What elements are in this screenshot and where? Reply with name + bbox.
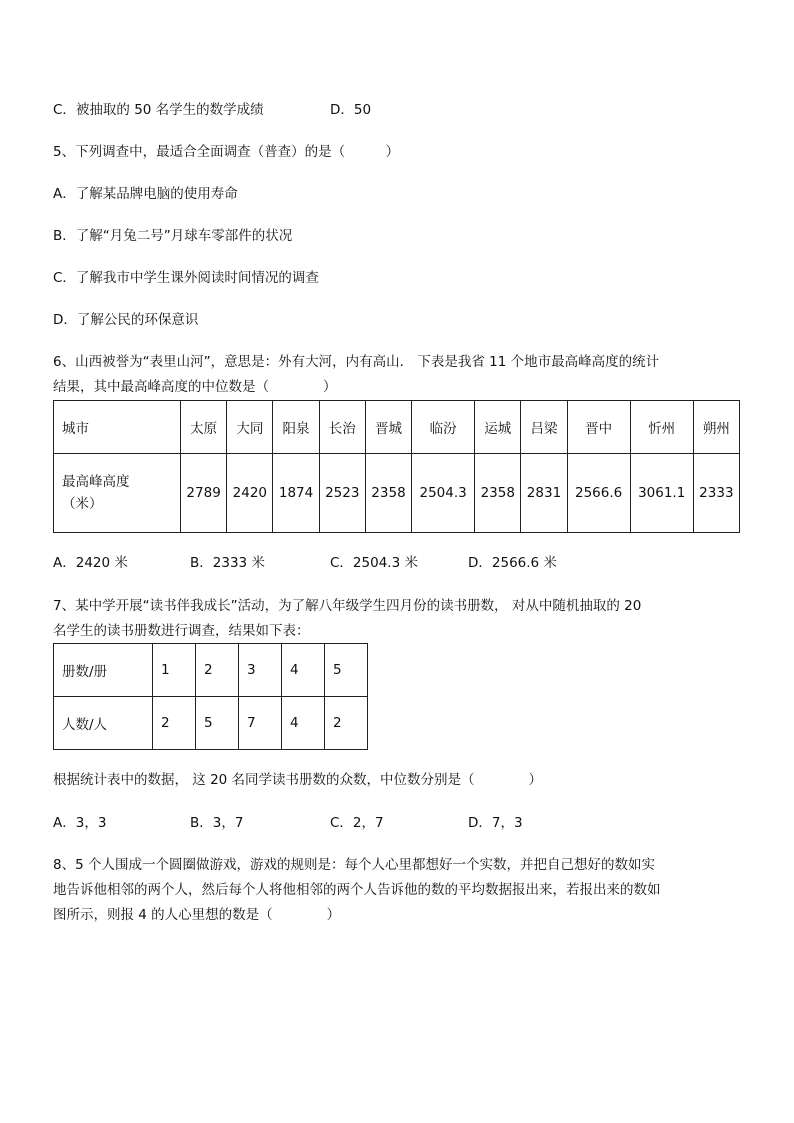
q7-reading-table [53,643,368,750]
q5-stem: 5、下列调查中，最适合全面调查（普查）的是（ ） [53,144,400,160]
table-cell-city: 临汾 [412,401,475,454]
table-cell-city: 晋城 [365,401,411,454]
table-cell-height: 2523 [319,454,365,533]
q7-stem-line1: 7、某中学开展“读书伴我成长”活动，为了解八年级学生四月份的读书册数， 对从中随机抽取的 20 [53,598,642,614]
q5-option-a: A．了解某品牌电脑的使用寿命 [53,186,238,202]
table-cell: 2 [196,644,239,697]
height-label-line1: 最高峰高度 [62,474,130,490]
table-header-city: 城市 [54,401,181,454]
table-cell-city: 运城 [475,401,521,454]
table-row [54,454,740,533]
q6-option-b: B．2333 米 [190,555,265,571]
table-cell: 2 [153,697,196,750]
q8-line1: 8、5 个人围成一个圆圈做游戏，游戏的规则是：每个人心里都想好一个实数，并把自己想好的数如实 [53,857,655,873]
table-cell-city: 吕梁 [521,401,567,454]
table-cell-city: 朔州 [693,401,739,454]
table-row [54,644,368,697]
table-cell: 5 [196,697,239,750]
table-header-books: 册数/册 [54,644,153,697]
table-cell-height: 2831 [521,454,567,533]
q8-line3: 图所示，则报 4 的人心里想的数是（ ） [53,907,341,923]
table-cell-height: 2566.6 [567,454,630,533]
q7-stem-line2: 名学生的读书册数进行调查，结果如下表： [53,623,310,639]
table-cell-city: 长治 [319,401,365,454]
q5-option-c: C．了解我市中学生课外阅读时间情况的调查 [53,270,319,286]
q6-option-c: C．2504.3 米 [330,555,418,571]
table-cell: 1 [153,644,196,697]
table-row [54,697,368,750]
table-cell: 3 [239,644,282,697]
table-cell-height: 2358 [365,454,411,533]
q4-option-c: C．被抽取的 50 名学生的数学成绩 [53,102,264,118]
q6-stem-line1: 6、山西被誉为“表里山河”，意思是：外有大河，内有高山． 下表是我省 11 个地市最高峰高度的统计 [53,354,660,370]
q8-line2: 地告诉他相邻的两个人，然后每个人将他相邻的两个人告诉他的数的平均数据报出来，若报出来的数如 [53,882,661,898]
height-label-line2: （米） [62,496,103,512]
table-header-height [54,454,181,533]
q6-option-a: A．2420 米 [53,555,128,571]
q7-option-c: C．2，7 [330,815,384,831]
table-row [54,401,740,454]
table-cell-height: 2504.3 [412,454,475,533]
table-cell: 4 [282,644,325,697]
table-cell-city: 阳泉 [273,401,319,454]
q5-option-d: D．了解公民的环保意识 [53,312,199,328]
q4-option-d: D．50 [330,102,372,118]
table-cell-height: 3061.1 [630,454,693,533]
table-cell-city: 晋中 [567,401,630,454]
q6-option-d: D．2566.6 米 [468,555,557,571]
table-cell: 2 [325,697,368,750]
q7-question: 根据统计表中的数据， 这 20 名同学读书册数的众数，中位数分别是（ ） [53,772,543,788]
table-cell: 4 [282,697,325,750]
table-cell-city: 忻州 [630,401,693,454]
q7-option-b: B．3，7 [190,815,244,831]
table-cell-height: 2789 [181,454,227,533]
table-cell-height: 1874 [273,454,319,533]
table-cell: 5 [325,644,368,697]
table-cell-height: 2420 [227,454,273,533]
table-cell: 7 [239,697,282,750]
table-cell-height: 2358 [475,454,521,533]
q7-option-d: D．7，3 [468,815,523,831]
table-cell-city: 太原 [181,401,227,454]
table-cell-city: 大同 [227,401,273,454]
q6-height-table [53,400,740,533]
table-header-people: 人数/人 [54,697,153,750]
table-cell-height: 2333 [693,454,739,533]
q6-stem-line2: 结果，其中最高峰高度的中位数是（ ） [53,379,337,395]
q5-option-b: B．了解“月兔二号”月球车零部件的状况 [53,228,293,244]
q7-option-a: A．3，3 [53,815,107,831]
